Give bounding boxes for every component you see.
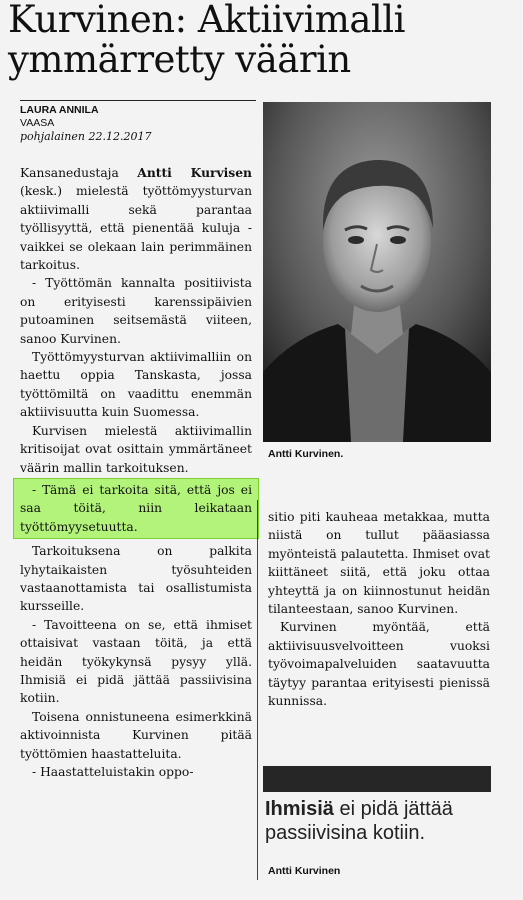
location: VAASA [20,117,55,129]
paragraph: - Tavoitteena on se, että ihmiset ottaisivat vastaan töitä, ja että heidän työkykynsä pysyy yllä. Ihmisiä ei pidä jättää passiivisina kotiin. [20,617,252,706]
photo-caption: Antti Kurvinen. [268,448,344,460]
paragraph: sitio piti kauheaa metakkaa, mutta niistä on tullut pääasiassa myönteistä palautetta. Ihmiset ovat kiittäneet siitä, että joku ottaa yhteyttä ja on kiinnostunut heidän tilanteestaan, sanoo Kurvinen. [268,510,490,617]
paragraph: - Työttömän kannalta positiivista on erityisesti karenssipäivien putoaminen seitsemästä viiteen, sanoo Kurvinen. [20,276,252,346]
source-date: pohjalainen 22.12.2017 [20,130,152,143]
paragraph-lead: Kansanedustaja Antti Kurvisen (kesk.) mielestä työttömyysturvan aktiivimalli sekä parantaa työllisyyttä, että pienentää kuluja - vaikkei se olekaan lain perimmäinen tarkoitus. [20,165,252,273]
byline-top-rule [20,100,256,101]
paragraph: Tarkoituksena on palkita lyhytaikaisten työsuhteiden vastaanottamista tai osallistumista kursseille. [20,544,252,614]
pullquote-emphasis: Ihmisiä [265,798,334,820]
byline [20,104,260,143]
person-name: Antti Kurvisen [137,165,252,180]
headline [8,0,518,80]
pullquote-bar [263,766,491,792]
paragraph: Työttömyysturvan aktiivimalliin on haettu oppia Tanskasta, jossa työttömiltä on vaadittu enemmän aktiivisuutta kuin Suomessa. [20,350,252,420]
pullquote-author: Antti Kurvinen [268,865,341,877]
portrait-illustration [263,102,491,442]
highlighted-paragraph: - Tämä ei tarkoita sitä, että jos ei saa töitä, niin leikataan työttömyysetuutta. [14,479,258,538]
headline-line-2: ymmärretty väärin [8,38,351,81]
column-2 [268,508,490,710]
paragraph: - Haastatteluistakin oppo- [32,765,194,779]
pullquote [265,797,490,845]
column-1 [20,164,252,781]
portrait-photo [263,102,491,442]
author-name: LAURA ANNILA [20,104,99,116]
paragraph: Toisena onnistuneena esimerkkinä aktivoinnista Kurvinen pitää työttömien haastatteluita. [20,709,252,761]
paragraph: Kurvisen mielestä aktiivimallin kritisoijat ovat osittain ymmärtäneet väärin mallin tarkoituksen. [20,423,252,475]
paragraph: Kurvinen myöntää, että aktiivisuusvelvoitteen vuoksi työvoimapalveluiden saatavuutta täytyy parantaa erityisesti pienissä kunnissa. [268,620,490,709]
column-divider [257,500,258,880]
pullquote-text: ei pidä jättää passiivisina kotiin. [265,798,453,844]
headline-line-1: Kurvinen: Aktiivimalli [8,0,405,41]
